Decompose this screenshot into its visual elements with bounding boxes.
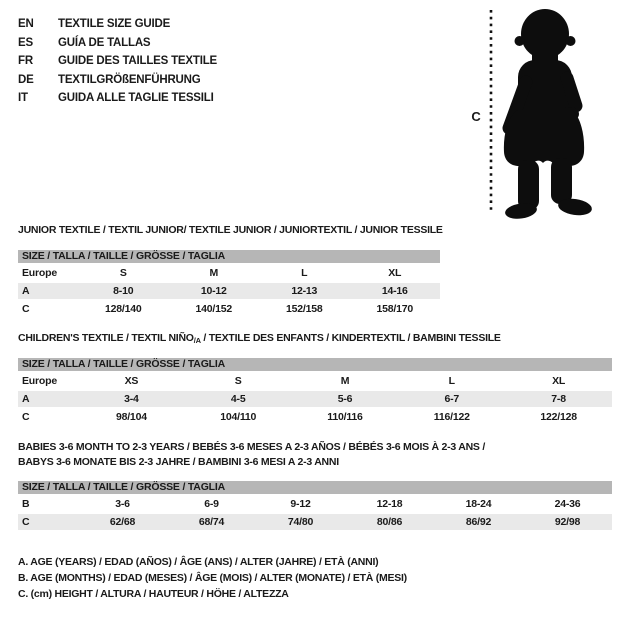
babies-title-line-2: BABYS 3-6 MONATE BIS 2-3 JAHRE / BAMBINI 3-6 MESI A 2-3 ANNI	[18, 455, 339, 468]
size-value-cell: 116/122	[433, 411, 470, 423]
size-value-cell: 8-10	[78, 283, 169, 301]
size-label-cell: B	[18, 496, 78, 514]
note-age-years: A. AGE (YEARS) / EDAD (AÑOS) / ÂGE (ANS) / ALTER (JAHRE) / ETÀ (ANNI)	[18, 556, 379, 568]
lang-title: GUÍA DE TALLAS	[58, 36, 151, 49]
size-value-cell: 92/98	[523, 514, 612, 530]
children-title-main: CHILDREN'S TEXTILE / TEXTIL NIÑO	[18, 332, 194, 344]
size-value-cell: 5-6	[292, 391, 399, 409]
babies-size-table	[18, 481, 612, 530]
table-header-row	[18, 358, 612, 373]
size-value-cell: 104/110	[220, 411, 257, 423]
lang-row-de	[18, 71, 217, 90]
size-value-cell: 24-36	[523, 496, 612, 514]
baby-figure-area	[458, 0, 620, 230]
size-label-cell: A	[18, 283, 78, 301]
size-value-cell: 74/80	[256, 514, 345, 530]
size-label-cell: C	[22, 303, 30, 315]
size-value-cell: 10-12	[169, 283, 260, 301]
children-title-sub: /A	[193, 336, 201, 345]
table-row	[18, 283, 440, 301]
table-row	[18, 496, 612, 514]
size-value-cell: 128/140	[104, 303, 142, 315]
size-value-cell: 9-12	[256, 496, 345, 514]
legend-notes	[18, 554, 407, 603]
size-header-cell: SIZE / TALLA / TAILLE / GRÖSSE / TAGLIA	[18, 358, 612, 373]
size-value-cell: 86/92	[434, 514, 523, 530]
table-row	[18, 301, 440, 317]
size-value-cell: 110/116	[327, 411, 363, 423]
size-value-cell: 4-5	[185, 391, 292, 409]
lang-code: DE	[18, 73, 34, 86]
lang-row-fr	[18, 52, 217, 71]
size-value-cell: 12-13	[259, 283, 350, 301]
junior-section-title: JUNIOR TEXTILE / TEXTIL JUNIOR/ TEXTILE JUNIOR / JUNIORTEXTIL / JUNIOR TESSILE	[18, 224, 443, 236]
size-value-cell: 68/74	[167, 514, 256, 530]
lang-code: IT	[18, 92, 28, 105]
size-value-cell: 3-6	[78, 496, 167, 514]
table-row	[18, 265, 440, 283]
size-value-cell: S	[78, 265, 169, 283]
lang-title: GUIDE DES TAILLES TEXTILE	[58, 55, 217, 68]
size-value-cell: 12-18	[345, 496, 434, 514]
size-value-cell: XL	[350, 265, 441, 283]
note-age-months: B. AGE (MONTHS) / EDAD (MESES) / ÂGE (MOIS) / ALTER (MONATE) / ETÀ (MESI)	[18, 572, 407, 585]
children-size-table	[18, 358, 612, 425]
size-value-cell: 3-4	[78, 391, 185, 409]
size-value-cell: S	[185, 373, 292, 391]
babies-section-title	[18, 440, 485, 469]
size-value-cell: XS	[78, 373, 185, 391]
size-value-cell: 6-9	[167, 496, 256, 514]
table-row	[18, 514, 612, 530]
size-value-cell: 122/128	[540, 411, 577, 423]
size-header-cell: SIZE / TALLA / TAILLE / GRÖSSE / TAGLIA	[18, 250, 440, 265]
size-value-cell: M	[292, 373, 399, 391]
table-row	[18, 373, 612, 391]
lang-title: TEXTILE SIZE GUIDE	[58, 18, 171, 31]
table-row	[18, 391, 612, 409]
children-title-rest: / TEXTILE DES ENFANTS / KINDERTEXTIL / BAMBINI TESSILE	[200, 332, 501, 344]
size-label-cell: Europe	[18, 373, 78, 391]
size-label-cell: C	[22, 411, 30, 423]
height-measure-label: C	[471, 109, 481, 124]
size-label-cell: A	[18, 391, 78, 409]
size-value-cell: 14-16	[350, 283, 441, 301]
size-value-cell: M	[169, 265, 260, 283]
size-value-cell: 98/104	[115, 411, 147, 423]
language-title-block	[18, 15, 217, 108]
lang-code: FR	[18, 55, 33, 68]
size-value-cell: 7-8	[505, 391, 612, 409]
lang-title: TEXTILGRÖßENFÜHRUNG	[58, 73, 201, 86]
lang-code: EN	[18, 18, 34, 31]
size-value-cell: 140/152	[195, 303, 233, 315]
size-value-cell: 152/158	[285, 303, 323, 315]
lang-code: ES	[18, 36, 33, 49]
lang-row-it	[18, 89, 217, 108]
lang-title: GUIDA ALLE TAGLIE TESSILI	[58, 92, 214, 105]
size-header-cell: SIZE / TALLA / TAILLE / GRÖSSE / TAGLIA	[18, 481, 612, 496]
size-value-cell: L	[259, 265, 350, 283]
size-value-cell: 6-7	[398, 391, 505, 409]
junior-size-table	[18, 250, 440, 317]
lang-row-en	[18, 15, 217, 34]
table-header-row	[18, 250, 440, 265]
size-value-cell: L	[398, 373, 505, 391]
size-label-cell: Europe	[18, 265, 78, 283]
size-label-cell: C	[18, 514, 78, 530]
size-value-cell: XL	[505, 373, 612, 391]
note-height-cm: C. (cm) HEIGHT / ALTURA / HAUTEUR / HÖHE / ALTEZZA	[18, 588, 289, 601]
babies-title-line-1: BABIES 3-6 MONTH TO 2-3 YEARS / BEBÉS 3-6 MESES A 2-3 AÑOS / BÉBÉS 3-6 MOIS À 2-3 ANS /	[18, 441, 486, 453]
table-row	[18, 409, 612, 425]
size-value-cell: 158/170	[376, 303, 414, 315]
table-header-row	[18, 481, 612, 496]
size-value-cell: 80/86	[345, 514, 434, 530]
baby-silhouette	[501, 9, 593, 221]
size-value-cell: 62/68	[78, 514, 167, 530]
size-value-cell: 18-24	[434, 496, 523, 514]
children-section-title	[18, 332, 501, 347]
lang-row-es	[18, 34, 217, 53]
